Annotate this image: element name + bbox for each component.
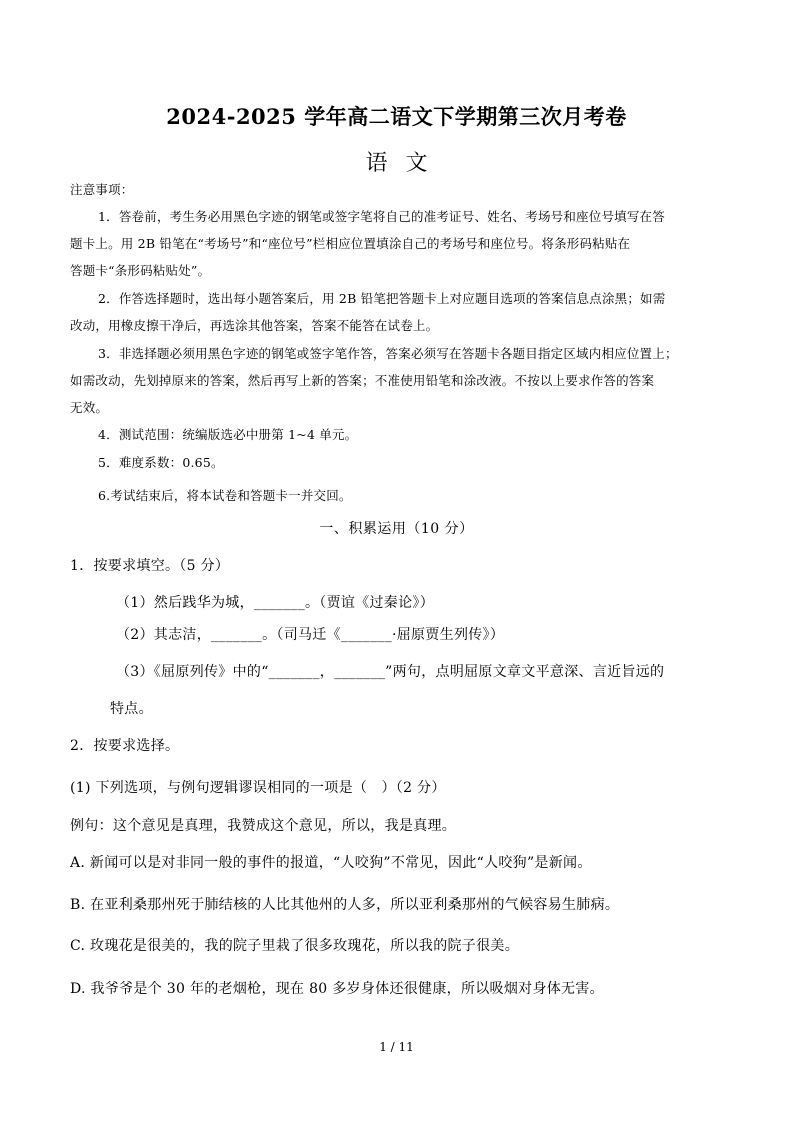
question-stem: 2．按要求选择。 [70,738,180,754]
page-number: 1 / 11 [379,1040,414,1054]
notice-line: 题卡上。用 2B 铅笔在“考场号”和“座位号”栏相应位置填涂自己的考场号和座位号。将条形码粘贴在 [70,236,631,251]
notice-line: 如需改动，先划掉原来的答案，然后再写上新的答案；不准使用铅笔和涂改液。不按以上要求作答的答案 [70,373,655,388]
sub-question: (1) 下列选项，与例句逻辑谬误相同的一项是（ ）（2 分） [70,780,446,796]
option-d: D. 我爷爷是个 30 年的老烟枪，现在 80 多岁身体还很健康，所以吸烟对身体无害。 [70,981,604,997]
exam-title: 2024-2025 学年高二语文下学期第三次月考卷 [166,104,627,129]
question-item: （2）其志洁，_______。（司马迁《_______·屈原贾生列传》） [116,627,505,643]
notice-line: 1．答卷前，考生务必用黑色字迹的钢笔或签字笔将自己的准考证号、姓名、考场号和座位号填写在答 [98,209,665,224]
notice-line: 5．难度系数：0.65。 [98,455,224,470]
option-a: A. 新闻可以是对非同一般的事件的报道，“人咬狗”不常见，因此“人咬狗”是新闻。 [70,855,592,871]
question-item: 特点。 [110,701,153,717]
notice-line: 4．测试范围：统编版选必中册第 1~4 单元。 [98,427,358,442]
notice-line: 2．作答选择题时，选出每小题答案后，用 2B 铅笔把答题卡上对应题目选项的答案信息点涂黑；如需 [98,291,666,306]
notice-line: 3．非选择题必须用黑色字迹的钢笔或签字笔作答，答案必须写在答题卡各题目指定区域内相应位置上； [98,346,678,361]
example-sentence: 例句：这个意见是真理，我赞成这个意见，所以，我是真理。 [70,818,457,834]
notice-line: 6.考试结束后，将本试卷和答题卡一并交回。 [98,488,352,503]
section-title: 一、积累运用（10 分） [319,521,474,537]
notice-heading: 注意事项： [70,182,134,197]
question-item: （1）然后践华为城，_______。（贾谊《过秦论》） [116,595,435,611]
option-b: B. 在亚利桑那州死于肺结核的人比其他州的人多，所以亚利桑那州的气候容易生肺病。 [70,897,620,913]
question-stem: 1．按要求填空。（5 分） [70,558,230,574]
option-c: C. 玫瑰花是很美的，我的院子里栽了很多玫瑰花，所以我的院子很美。 [70,938,520,954]
question-item: （3）《屈原列传》中的“_______，_______”两句，点明屈原文章文平意深、言近旨远的 [116,664,665,680]
notice-line: 答题卡“条形码粘贴处”。 [70,263,211,278]
notice-line: 无效。 [70,400,109,415]
subject-title: 语文 [365,151,446,176]
notice-line: 改动，用橡皮擦干净后，再选涂其他答案，答案不能答在试卷上。 [70,318,439,333]
